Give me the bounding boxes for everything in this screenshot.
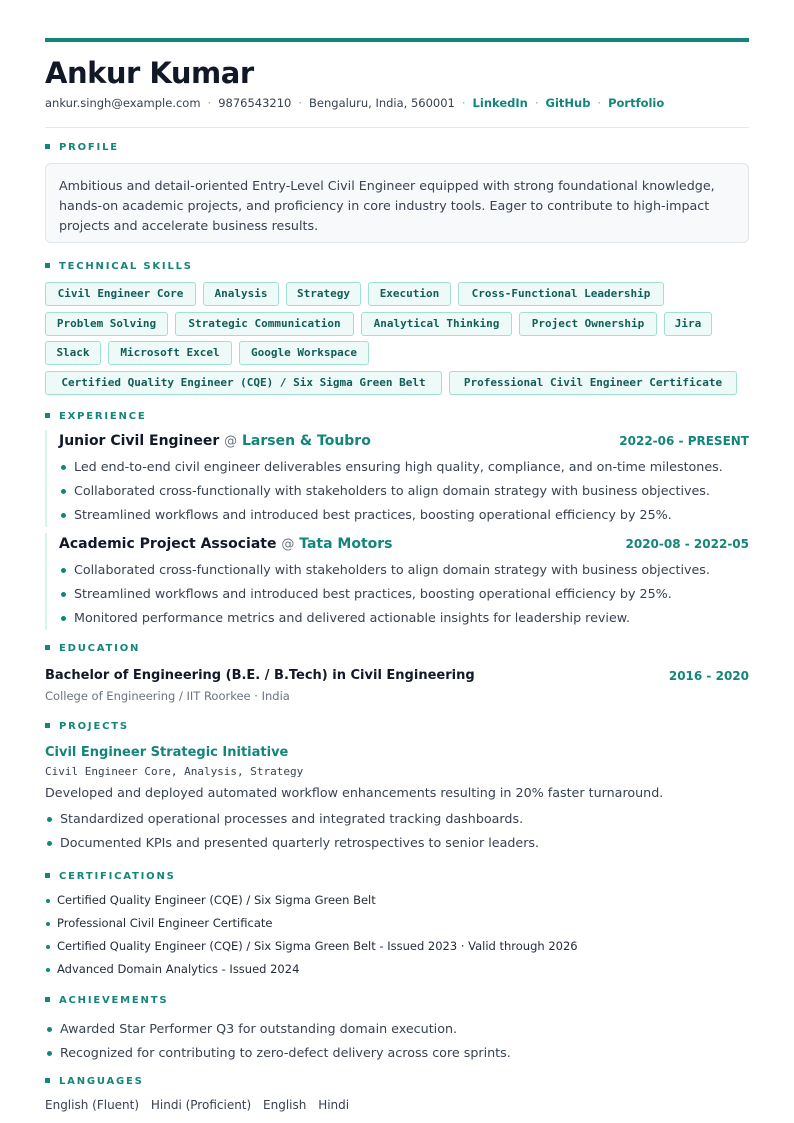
- github-link[interactable]: GitHub: [545, 96, 591, 110]
- degree: Bachelor of Engineering (B.E. / B.Tech) in Civil Engineering: [45, 668, 475, 683]
- separator-dot: ·: [461, 96, 466, 110]
- skill-chip: Analysis: [203, 282, 279, 306]
- contact-email[interactable]: ankur.singh@example.com: [45, 96, 201, 110]
- language-item: English (Fluent): [45, 1098, 140, 1112]
- separator-dot: ·: [207, 96, 212, 110]
- certifications-list: [45, 889, 749, 981]
- skill-chip: Slack: [45, 341, 101, 365]
- achievements-list: [45, 1017, 749, 1065]
- linkedin-link[interactable]: LinkedIn: [472, 96, 528, 110]
- certification-item: Certified Quality Engineer (CQE) / Six Sigma Green Belt - Issued 2023 · Valid through 2026: [45, 935, 749, 958]
- at-symbol: @: [281, 537, 295, 552]
- header-divider: [45, 127, 749, 128]
- bullet-item: Streamlined workflows and introduced best practices, boosting operational efficiency by 25%.: [59, 582, 749, 606]
- projects-section-title: PROJECTS: [45, 721, 129, 732]
- education-dates: 2016 - 2020: [668, 669, 749, 683]
- job-bullets: [59, 558, 749, 630]
- skill-chip: Problem Solving: [45, 312, 168, 336]
- section-marker-icon: [45, 645, 50, 650]
- skill-chip: Google Workspace: [239, 341, 369, 365]
- achievement-item: Recognized for contributing to zero-defect delivery across core sprints.: [45, 1041, 749, 1065]
- bullet-item: Collaborated cross-functionally with stakeholders to align domain strategy with business objectives.: [59, 479, 749, 503]
- section-marker-icon: [45, 723, 50, 728]
- bullet-item: Standardized operational processes and integrated tracking dashboards.: [45, 807, 749, 831]
- contact-line: [45, 96, 664, 110]
- bullet-item: Documented KPIs and presented quarterly retrospectives to senior leaders.: [45, 831, 749, 855]
- skill-chip: Project Ownership: [519, 312, 657, 336]
- certifications-section-title: CERTIFICATIONS: [45, 871, 176, 882]
- separator-dot: ·: [534, 96, 539, 110]
- section-marker-icon: [45, 1078, 50, 1083]
- education-section-title: EDUCATION: [45, 643, 140, 654]
- skill-chip: Civil Engineer Core: [45, 282, 196, 306]
- separator-dot: ·: [298, 96, 303, 110]
- achievements-section-title: ACHIEVEMENTS: [45, 995, 168, 1006]
- candidate-name: Ankur Kumar: [45, 56, 254, 90]
- job-title: Junior Civil Engineer: [59, 433, 220, 449]
- section-marker-icon: [45, 144, 50, 149]
- skill-chip: Strategy: [286, 282, 361, 306]
- project-bullets: [45, 807, 749, 855]
- education-entry: [45, 666, 749, 706]
- project-title: Civil Engineer Strategic Initiative: [45, 745, 289, 760]
- project-description: Developed and deployed automated workflow enhancements resulting in 20% faster turnaround.: [45, 785, 664, 800]
- profile-summary: Ambitious and detail-oriented Entry-Level Civil Engineer equipped with strong foundational knowledge, hands-on academic projects, and proficiency in core industry tools. Eager to contribute to high-impact projects and accelerate business results.: [45, 163, 749, 243]
- company-name: Larsen & Toubro: [241, 433, 371, 449]
- experience-entry: [45, 430, 749, 527]
- skill-chip: Certified Quality Engineer (CQE) / Six Sigma Green Belt: [45, 371, 442, 395]
- skill-chip: Strategic Communication: [175, 312, 354, 336]
- language-item: Hindi (Proficient): [150, 1098, 252, 1112]
- bullet-item: Streamlined workflows and introduced best practices, boosting operational efficiency by 25%.: [59, 503, 749, 527]
- bullet-item: Monitored performance metrics and delivered actionable insights for leadership review.: [59, 606, 749, 630]
- skills-section-title: TECHNICAL SKILLS: [45, 261, 193, 272]
- separator-dot: ·: [597, 96, 602, 110]
- skill-chip: Microsoft Excel: [108, 341, 232, 365]
- language-item: English: [263, 1098, 307, 1112]
- school: College of Engineering / IIT Roorkee · India: [45, 689, 290, 703]
- skill-chip: Analytical Thinking: [361, 312, 512, 336]
- project-tech: Civil Engineer Core, Analysis, Strategy: [45, 765, 304, 778]
- languages-list: [45, 1098, 357, 1112]
- bullet-item: Led end-to-end civil engineer deliverables ensuring high quality, compliance, and on-time milestones.: [59, 455, 749, 479]
- achievement-item: Awarded Star Performer Q3 for outstanding domain execution.: [45, 1017, 749, 1041]
- job-dates: 2020-08 - 2022-05: [625, 537, 749, 551]
- skill-chip: Professional Civil Engineer Certificate: [449, 371, 737, 395]
- skill-chip: Jira: [664, 312, 712, 336]
- job-dates: 2022-06 - PRESENT: [619, 434, 749, 448]
- skill-chip: Cross-Functional Leadership: [458, 282, 664, 306]
- certification-item: Advanced Domain Analytics - Issued 2024: [45, 958, 749, 981]
- languages-section-title: LANGUAGES: [45, 1076, 144, 1087]
- language-item: Hindi: [318, 1098, 350, 1112]
- top-accent-rule: [45, 38, 749, 42]
- section-marker-icon: [45, 413, 50, 418]
- contact-phone: 9876543210: [218, 96, 292, 110]
- portfolio-link[interactable]: Portfolio: [608, 96, 665, 110]
- experience-entry: [45, 533, 749, 630]
- skill-chip: Execution: [368, 282, 451, 306]
- certification-item: Certified Quality Engineer (CQE) / Six Sigma Green Belt: [45, 889, 749, 912]
- at-symbol: @: [224, 434, 238, 449]
- job-title: Academic Project Associate: [59, 536, 277, 552]
- certification-item: Professional Civil Engineer Certificate: [45, 912, 749, 935]
- section-marker-icon: [45, 873, 50, 878]
- company-name: Tata Motors: [299, 536, 393, 552]
- contact-location: Bengaluru, India, 560001: [309, 96, 455, 110]
- profile-section-title: PROFILE: [45, 142, 119, 153]
- job-bullets: [59, 455, 749, 527]
- section-marker-icon: [45, 997, 50, 1002]
- project-entry: [45, 744, 749, 855]
- experience-section-title: EXPERIENCE: [45, 411, 147, 422]
- section-marker-icon: [45, 263, 50, 268]
- bullet-item: Collaborated cross-functionally with stakeholders to align domain strategy with business objectives.: [59, 558, 749, 582]
